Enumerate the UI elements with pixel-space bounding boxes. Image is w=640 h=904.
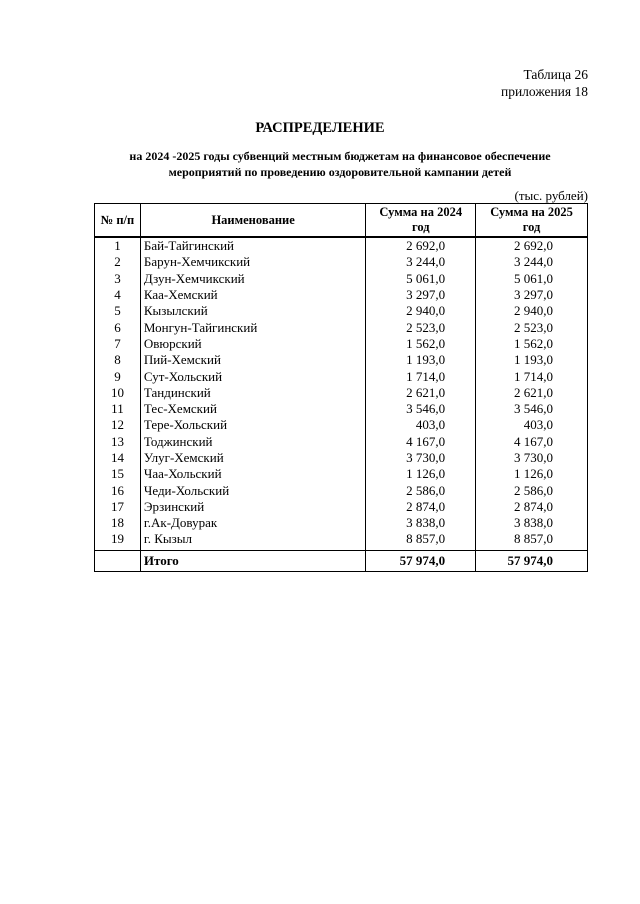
col-header-number: № п/п — [95, 204, 141, 238]
row-name: Улуг-Хемский — [140, 450, 365, 466]
row-number: 3 — [95, 271, 141, 287]
row-name: г. Кызыл — [140, 531, 365, 550]
row-number: 4 — [95, 287, 141, 303]
table-header-row — [95, 204, 588, 238]
row-sum-2025: 3 297,0 — [476, 287, 588, 303]
row-number: 12 — [95, 417, 141, 433]
table-row — [95, 336, 588, 352]
row-number: 17 — [95, 499, 141, 515]
table-number: Таблица 26 — [523, 67, 588, 82]
document-title: РАСПРЕДЕЛЕНИЕ — [255, 120, 385, 136]
subtitle-line-2: мероприятий по проведению оздоровительной кампании детей — [168, 165, 512, 179]
row-sum-2025: 4 167,0 — [476, 434, 588, 450]
subtitle-line-1: на 2024 -2025 годы субвенций местным бюджетам на финансовое обеспечение — [129, 149, 551, 163]
row-sum-2024: 2 940,0 — [366, 303, 476, 319]
appendix-number: приложения 18 — [500, 84, 588, 99]
col-header-name: Наименование — [140, 204, 365, 238]
row-sum-2025: 5 061,0 — [476, 271, 588, 287]
row-name: Эрзинский — [140, 499, 365, 515]
units-note: (тыс. рублей) — [514, 188, 588, 203]
row-sum-2025: 403,0 — [476, 417, 588, 433]
row-number: 13 — [95, 434, 141, 450]
total-row — [95, 550, 588, 571]
row-name: Тес-Хемский — [140, 401, 365, 417]
row-number: 15 — [95, 466, 141, 482]
row-sum-2024: 8 857,0 — [366, 531, 476, 550]
table-row — [95, 385, 588, 401]
row-sum-2024: 2 586,0 — [366, 482, 476, 498]
row-sum-2025: 2 874,0 — [476, 499, 588, 515]
row-sum-2025: 1 714,0 — [476, 368, 588, 384]
row-sum-2025: 2 523,0 — [476, 319, 588, 335]
document-subtitle — [90, 148, 590, 180]
row-name: Пий-Хемский — [140, 352, 365, 368]
row-sum-2025: 3 244,0 — [476, 254, 588, 270]
table-row — [95, 401, 588, 417]
row-sum-2024: 403,0 — [366, 417, 476, 433]
row-number: 5 — [95, 303, 141, 319]
row-number: 6 — [95, 319, 141, 335]
row-number: 19 — [95, 531, 141, 550]
row-number: 8 — [95, 352, 141, 368]
row-sum-2024: 3 297,0 — [366, 287, 476, 303]
row-name: Дзун-Хемчикский — [140, 271, 365, 287]
row-sum-2024: 3 730,0 — [366, 450, 476, 466]
row-sum-2024: 3 244,0 — [366, 254, 476, 270]
row-sum-2025: 1 562,0 — [476, 336, 588, 352]
row-sum-2025: 2 940,0 — [476, 303, 588, 319]
table-row — [95, 352, 588, 368]
row-number: 11 — [95, 401, 141, 417]
total-sum-2025: 57 974,0 — [476, 550, 588, 571]
row-number: 7 — [95, 336, 141, 352]
row-sum-2024: 1 714,0 — [366, 368, 476, 384]
table-row — [95, 303, 588, 319]
distribution-table — [94, 203, 588, 572]
row-sum-2025: 2 586,0 — [476, 482, 588, 498]
table-row — [95, 271, 588, 287]
table-row — [95, 466, 588, 482]
row-sum-2025: 1 126,0 — [476, 466, 588, 482]
table-row — [95, 237, 588, 254]
table-row — [95, 482, 588, 498]
row-sum-2024: 2 621,0 — [366, 385, 476, 401]
row-name: г.Ак-Довурак — [140, 515, 365, 531]
row-sum-2024: 4 167,0 — [366, 434, 476, 450]
row-number: 16 — [95, 482, 141, 498]
row-sum-2024: 2 692,0 — [366, 237, 476, 254]
total-label: Итого — [140, 550, 365, 571]
row-number: 10 — [95, 385, 141, 401]
row-sum-2025: 1 193,0 — [476, 352, 588, 368]
row-sum-2025: 3 546,0 — [476, 401, 588, 417]
table-row — [95, 254, 588, 270]
row-sum-2024: 2 874,0 — [366, 499, 476, 515]
row-name: Чеди-Хольский — [140, 482, 365, 498]
row-sum-2025: 3 730,0 — [476, 450, 588, 466]
row-name: Барун-Хемчикский — [140, 254, 365, 270]
table-row — [95, 450, 588, 466]
table-row — [95, 531, 588, 550]
row-name: Чаа-Хольский — [140, 466, 365, 482]
row-sum-2024: 1 126,0 — [366, 466, 476, 482]
table-row — [95, 287, 588, 303]
table-row — [95, 319, 588, 335]
row-name: Бай-Тайгинский — [140, 237, 365, 254]
row-sum-2025: 3 838,0 — [476, 515, 588, 531]
row-sum-2024: 1 562,0 — [366, 336, 476, 352]
row-sum-2024: 3 838,0 — [366, 515, 476, 531]
row-number: 1 — [95, 237, 141, 254]
table-body — [95, 237, 588, 571]
table-row — [95, 417, 588, 433]
row-name: Каа-Хемский — [140, 287, 365, 303]
table-row — [95, 515, 588, 531]
table-row — [95, 499, 588, 515]
row-number: 9 — [95, 368, 141, 384]
table-reference — [501, 66, 588, 100]
row-sum-2024: 1 193,0 — [366, 352, 476, 368]
row-number: 2 — [95, 254, 141, 270]
row-sum-2024: 3 546,0 — [366, 401, 476, 417]
total-number-cell — [95, 550, 141, 571]
col-header-2024: Сумма на 2024 год — [366, 204, 476, 238]
row-name: Кызылский — [140, 303, 365, 319]
row-sum-2025: 8 857,0 — [476, 531, 588, 550]
row-name: Тоджинский — [140, 434, 365, 450]
row-sum-2024: 5 061,0 — [366, 271, 476, 287]
row-name: Тере-Хольский — [140, 417, 365, 433]
row-number: 14 — [95, 450, 141, 466]
row-name: Тандинский — [140, 385, 365, 401]
row-sum-2025: 2 621,0 — [476, 385, 588, 401]
row-name: Монгун-Тайгинский — [140, 319, 365, 335]
table-row — [95, 434, 588, 450]
table-row — [95, 368, 588, 384]
row-name: Овюрский — [140, 336, 365, 352]
total-sum-2024: 57 974,0 — [366, 550, 476, 571]
row-name: Сут-Хольский — [140, 368, 365, 384]
col-header-2025: Сумма на 2025 год — [476, 204, 588, 238]
row-number: 18 — [95, 515, 141, 531]
row-sum-2025: 2 692,0 — [476, 237, 588, 254]
row-sum-2024: 2 523,0 — [366, 319, 476, 335]
